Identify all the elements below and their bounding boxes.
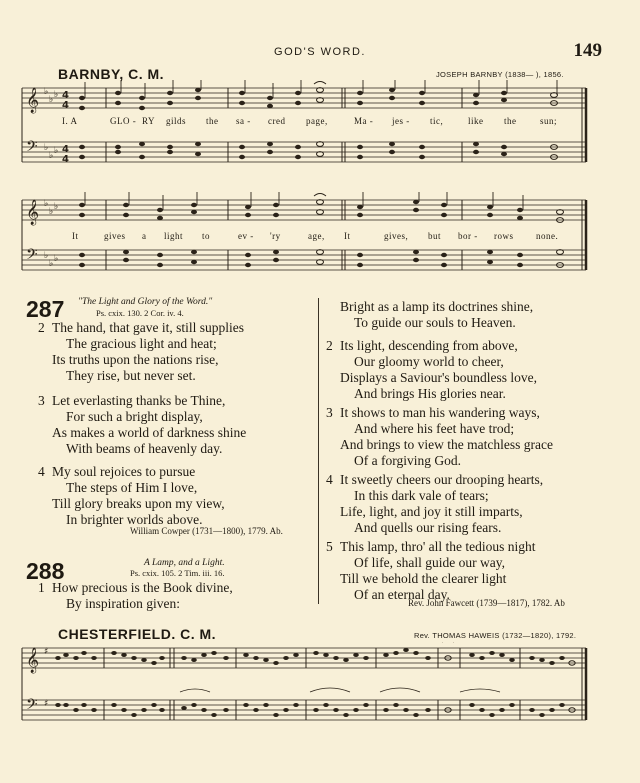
bass-clef-icon: 𝄢: [26, 138, 38, 159]
note-stems: [85, 80, 557, 98]
stanza-287-2: 2 The hand, that gave it, still supplies The gracious light and heat; Its truths upon the nations rise, They rise, but never set.: [38, 320, 244, 383]
bass-clef-icon: 𝄢: [26, 696, 38, 717]
treble-clef-icon: 𝄞: [26, 200, 40, 225]
svg-text:4: 4: [62, 100, 69, 111]
fermata-icon: [314, 194, 326, 197]
bass-clef-icon: 𝄢: [26, 246, 38, 267]
tune-composer-chesterfield: Rev. THOMAS HAWEIS (1732—1820), 1792.: [414, 631, 577, 640]
tune-name-barnby: BARNBY, C. M.: [58, 66, 165, 82]
svg-text:♭: ♭: [49, 95, 54, 105]
column-divider: [318, 298, 319, 604]
lyrics-line-2: It gives a light to ev - 'ry age, It gives, but bor - rows none.: [72, 231, 559, 241]
stanza-288-5: 5 This lamp, thro' all the tedious night Of life, shall guide our way, Till we behold the clearer light Of an eternal day.: [326, 539, 536, 602]
svg-text:4: 4: [62, 144, 69, 155]
running-header: GOD'S WORD.: [274, 46, 366, 58]
hymn-title-287: "The Light and Glory of the Word.": [78, 297, 213, 307]
key-signature: [44, 647, 48, 709]
svg-text:♭: ♭: [54, 202, 59, 212]
svg-text:♭: ♭: [44, 251, 49, 261]
svg-text:♭: ♭: [44, 143, 49, 153]
hymn-number-287: 287: [26, 296, 65, 322]
stanza-288-4: 4 It sweetly cheers our drooping hearts, In this dark vale of tears; Life, light, and joy it still imparts, And quells our rising fears.: [326, 472, 544, 535]
scripture-refs-287: Ps. cxix. 130. 2 Cor. iv. 4.: [96, 308, 184, 318]
svg-text:♭: ♭: [54, 90, 59, 100]
treble-clef-icon: 𝄞: [26, 88, 40, 113]
page-number: 149: [573, 40, 602, 61]
svg-text:♯: ♯: [44, 699, 49, 709]
svg-text:♭: ♭: [49, 151, 54, 161]
svg-text:♭: ♭: [44, 199, 49, 209]
svg-text:♭: ♭: [54, 146, 59, 156]
stanza-288-3: 3 It shows to man his wandering ways, And where his feet have trod; And brings to view the matchless grace Of a forgiving God.: [326, 405, 553, 468]
svg-text:4: 4: [62, 154, 69, 165]
lyrics-line-1: I. A GLO - RY gilds the sa - cred page, Ma - jes - tic, like the sun;: [62, 116, 558, 126]
stanza-288-1-start: 1 How precious is the Book divine, By inspiration given:: [38, 580, 233, 611]
fermata-icon: [314, 82, 326, 85]
svg-text:♭: ♭: [44, 87, 49, 97]
svg-text:♭: ♭: [49, 207, 54, 217]
stanza-287-4: 4 My soul rejoices to pursue The steps of Him I love, Till glory breaks upon my view, In brighter worlds above.: [38, 464, 225, 527]
stanza-288-1-end: Bright as a lamp its doctrines shine, To guide our souls to Heaven.: [340, 299, 534, 330]
stanza-287-3: 3 Let everlasting thanks be Thine, For such a bright display, As makes a world of darkness shine With beams of heavenly day.: [38, 393, 247, 456]
music-system-3: [20, 642, 592, 734]
author-credit-288: Rev. John Fawcett (1739—1817), 1782. Ab: [408, 598, 565, 608]
hymn-title-288: A Lamp, and a Light.: [144, 558, 225, 568]
note-stems: [85, 192, 523, 210]
author-credit-287: William Cowper (1731—1800), 1779. Ab.: [130, 526, 283, 536]
stanza-288-2: 2 Its light, descending from above, Our gloomy world to cheer, Displays a Saviour's boundless love, And brings His glories near.: [326, 338, 538, 401]
tune-name-chesterfield: CHESTERFIELD. C. M.: [58, 626, 217, 642]
svg-text:♯: ♯: [44, 647, 49, 657]
scripture-refs-288: Ps. cxix. 105. 2 Tim. iii. 16.: [130, 568, 225, 578]
treble-clef-icon: 𝄞: [26, 648, 40, 673]
svg-text:4: 4: [62, 90, 69, 101]
slurs: [180, 688, 500, 692]
svg-text:♭: ♭: [49, 259, 54, 269]
tune-composer-barnby: JOSEPH BARNBY (1838— ), 1856.: [436, 70, 564, 79]
hymn-number-288: 288: [26, 558, 65, 584]
svg-text:♭: ♭: [54, 254, 59, 264]
